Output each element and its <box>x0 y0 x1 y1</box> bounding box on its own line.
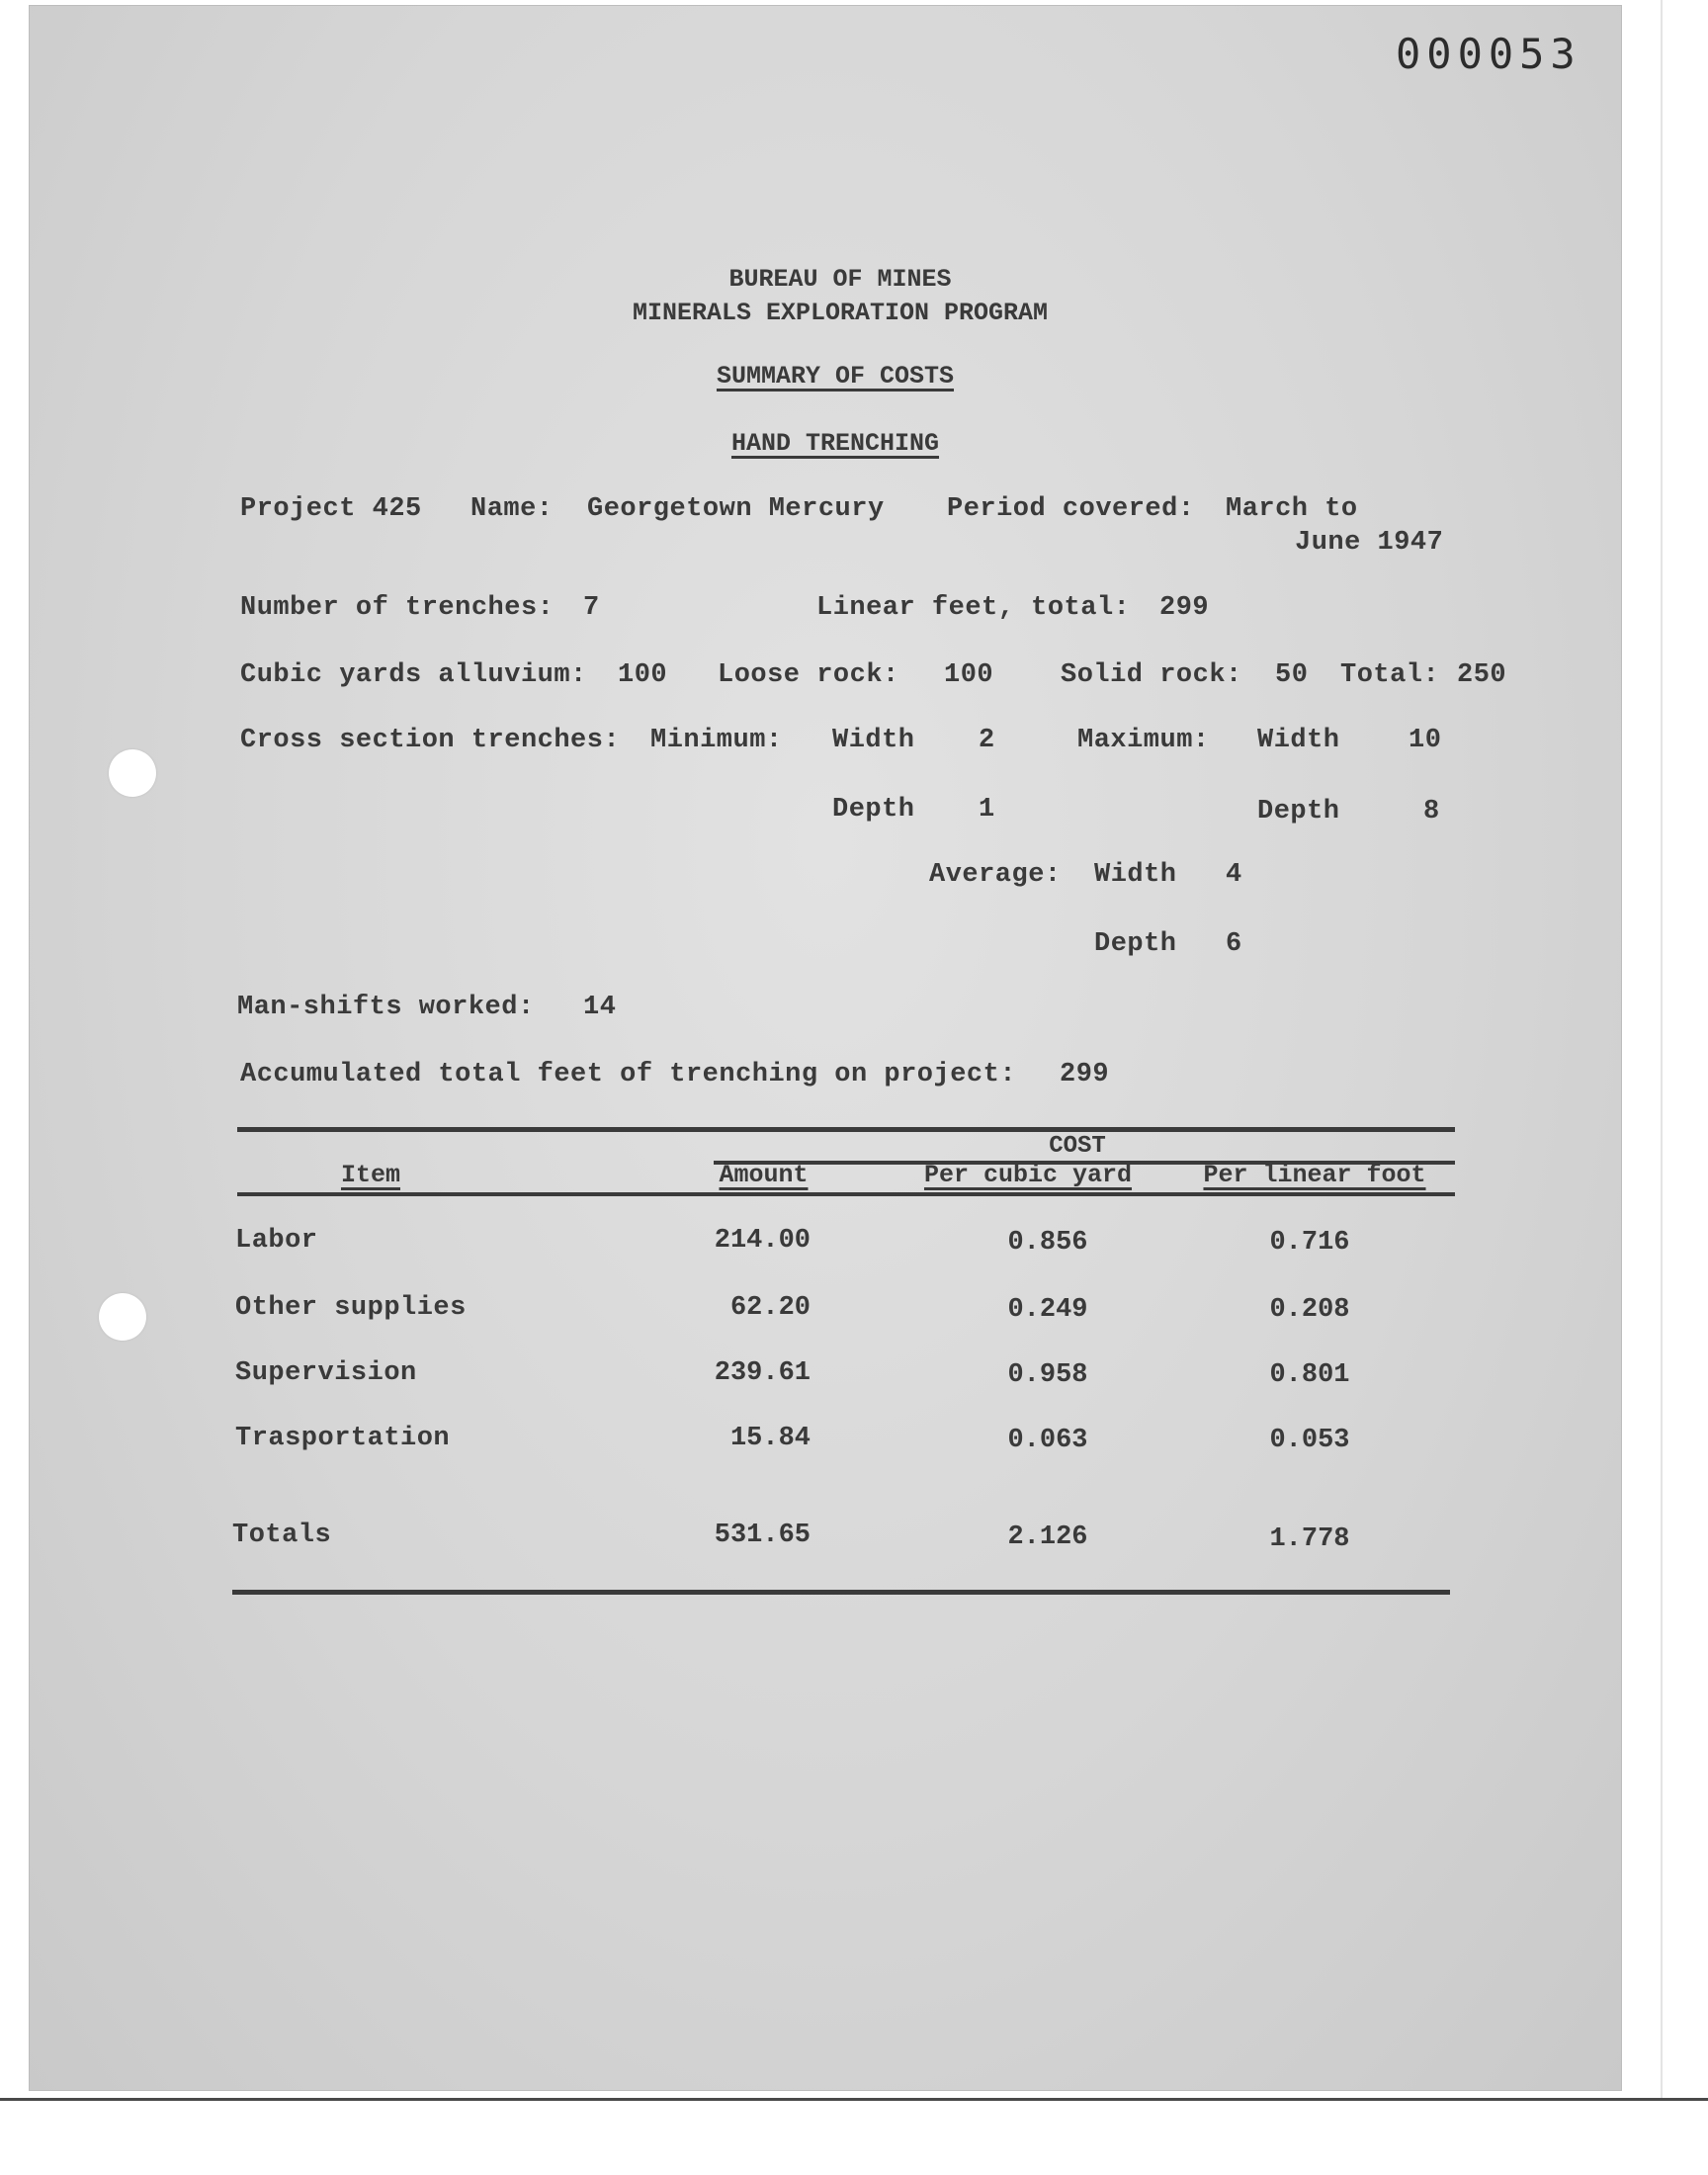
period-value-end: June 1947 <box>1295 528 1444 558</box>
min-depth-value: 1 <box>979 795 995 825</box>
cross-section-label: Cross section trenches: <box>240 726 621 755</box>
table-row-item: Supervision <box>235 1358 417 1388</box>
document-title: SUMMARY OF COSTS <box>716 362 955 391</box>
totals-per-cubic-yard: 2.126 <box>1007 1522 1088 1552</box>
punch-hole <box>109 749 156 797</box>
linear-feet-label: Linear feet, total: <box>816 593 1131 623</box>
table-row-amount: 15.84 <box>729 1424 811 1453</box>
accumulated-label: Accumulated total feet of trenching on project: <box>240 1060 1017 1089</box>
max-depth-label: Depth <box>1257 797 1340 826</box>
scan-bottom-edge <box>0 2098 1708 2101</box>
max-depth-value: 8 <box>1423 797 1440 826</box>
name-label: Name: <box>470 494 554 524</box>
document-subtitle: HAND TRENCHING <box>730 429 940 458</box>
table-row-per-cubic-yard: 0.249 <box>1007 1295 1088 1325</box>
loose-rock-value: 100 <box>944 660 994 690</box>
table-row-per-linear-foot: 0.716 <box>1269 1228 1350 1258</box>
column-header-per-linear-foot: Per linear foot <box>1203 1161 1426 1189</box>
table-row-per-linear-foot: 0.053 <box>1269 1426 1350 1455</box>
volume-total-label: Total: <box>1340 660 1440 690</box>
avg-depth-label: Depth <box>1094 929 1177 959</box>
document-number: 000053 <box>1396 30 1581 78</box>
table-bottom-rule <box>232 1590 1450 1595</box>
trench-count-label: Number of trenches: <box>240 593 555 623</box>
man-shifts-value: 14 <box>583 993 617 1022</box>
maximum-label: Maximum: <box>1077 726 1210 755</box>
header-program: MINERALS EXPLORATION PROGRAM <box>632 299 1049 327</box>
trench-count-value: 7 <box>583 593 600 623</box>
table-row-per-cubic-yard: 0.958 <box>1007 1360 1088 1390</box>
column-header-item: Item <box>340 1161 400 1189</box>
linear-feet-value: 299 <box>1159 593 1210 623</box>
avg-width-label: Width <box>1094 860 1177 890</box>
volume-total-value: 250 <box>1457 660 1507 690</box>
column-header-per-cubic-yard: Per cubic yard <box>923 1161 1133 1189</box>
loose-rock-label: Loose rock: <box>718 660 899 690</box>
period-label: Period covered: <box>947 494 1195 524</box>
solid-rock-label: Solid rock: <box>1061 660 1242 690</box>
table-top-rule <box>237 1127 1455 1132</box>
min-width-label: Width <box>832 726 915 755</box>
table-row-amount: 214.00 <box>714 1226 811 1256</box>
max-width-label: Width <box>1257 726 1340 755</box>
table-row-per-linear-foot: 0.801 <box>1269 1360 1350 1390</box>
header-agency: BUREAU OF MINES <box>728 265 952 294</box>
totals-label: Totals <box>232 1521 332 1550</box>
table-row-per-linear-foot: 0.208 <box>1269 1295 1350 1325</box>
table-row-per-cubic-yard: 0.063 <box>1007 1426 1088 1455</box>
project-label: Project 425 <box>240 494 422 524</box>
name-value: Georgetown Mercury <box>587 494 885 524</box>
avg-width-value: 4 <box>1226 860 1242 890</box>
alluvium-value: 100 <box>618 660 668 690</box>
alluvium-label: Cubic yards alluvium: <box>240 660 587 690</box>
table-row-amount: 62.20 <box>729 1293 811 1323</box>
solid-rock-value: 50 <box>1275 660 1309 690</box>
max-width-value: 10 <box>1409 726 1442 755</box>
table-row-item: Labor <box>235 1226 318 1256</box>
page-edge <box>1661 0 1663 2098</box>
totals-per-linear-foot: 1.778 <box>1269 1524 1350 1554</box>
period-value-start: March to <box>1226 494 1358 524</box>
totals-amount: 531.65 <box>714 1521 811 1550</box>
minimum-label: Minimum: <box>650 726 783 755</box>
table-row-item: Trasportation <box>235 1424 451 1453</box>
table-row-per-cubic-yard: 0.856 <box>1007 1228 1088 1258</box>
cost-group-header: COST <box>1049 1133 1106 1160</box>
avg-depth-value: 6 <box>1226 929 1242 959</box>
man-shifts-label: Man-shifts worked: <box>237 993 535 1022</box>
table-row-amount: 239.61 <box>714 1358 811 1388</box>
min-width-value: 2 <box>979 726 995 755</box>
min-depth-label: Depth <box>832 795 915 825</box>
column-header-amount: Amount <box>719 1161 809 1189</box>
punch-hole <box>99 1293 146 1341</box>
header-bottom-rule <box>237 1192 1455 1196</box>
average-label: Average: <box>929 860 1062 890</box>
table-row-item: Other supplies <box>235 1293 467 1323</box>
accumulated-value: 299 <box>1060 1060 1110 1089</box>
